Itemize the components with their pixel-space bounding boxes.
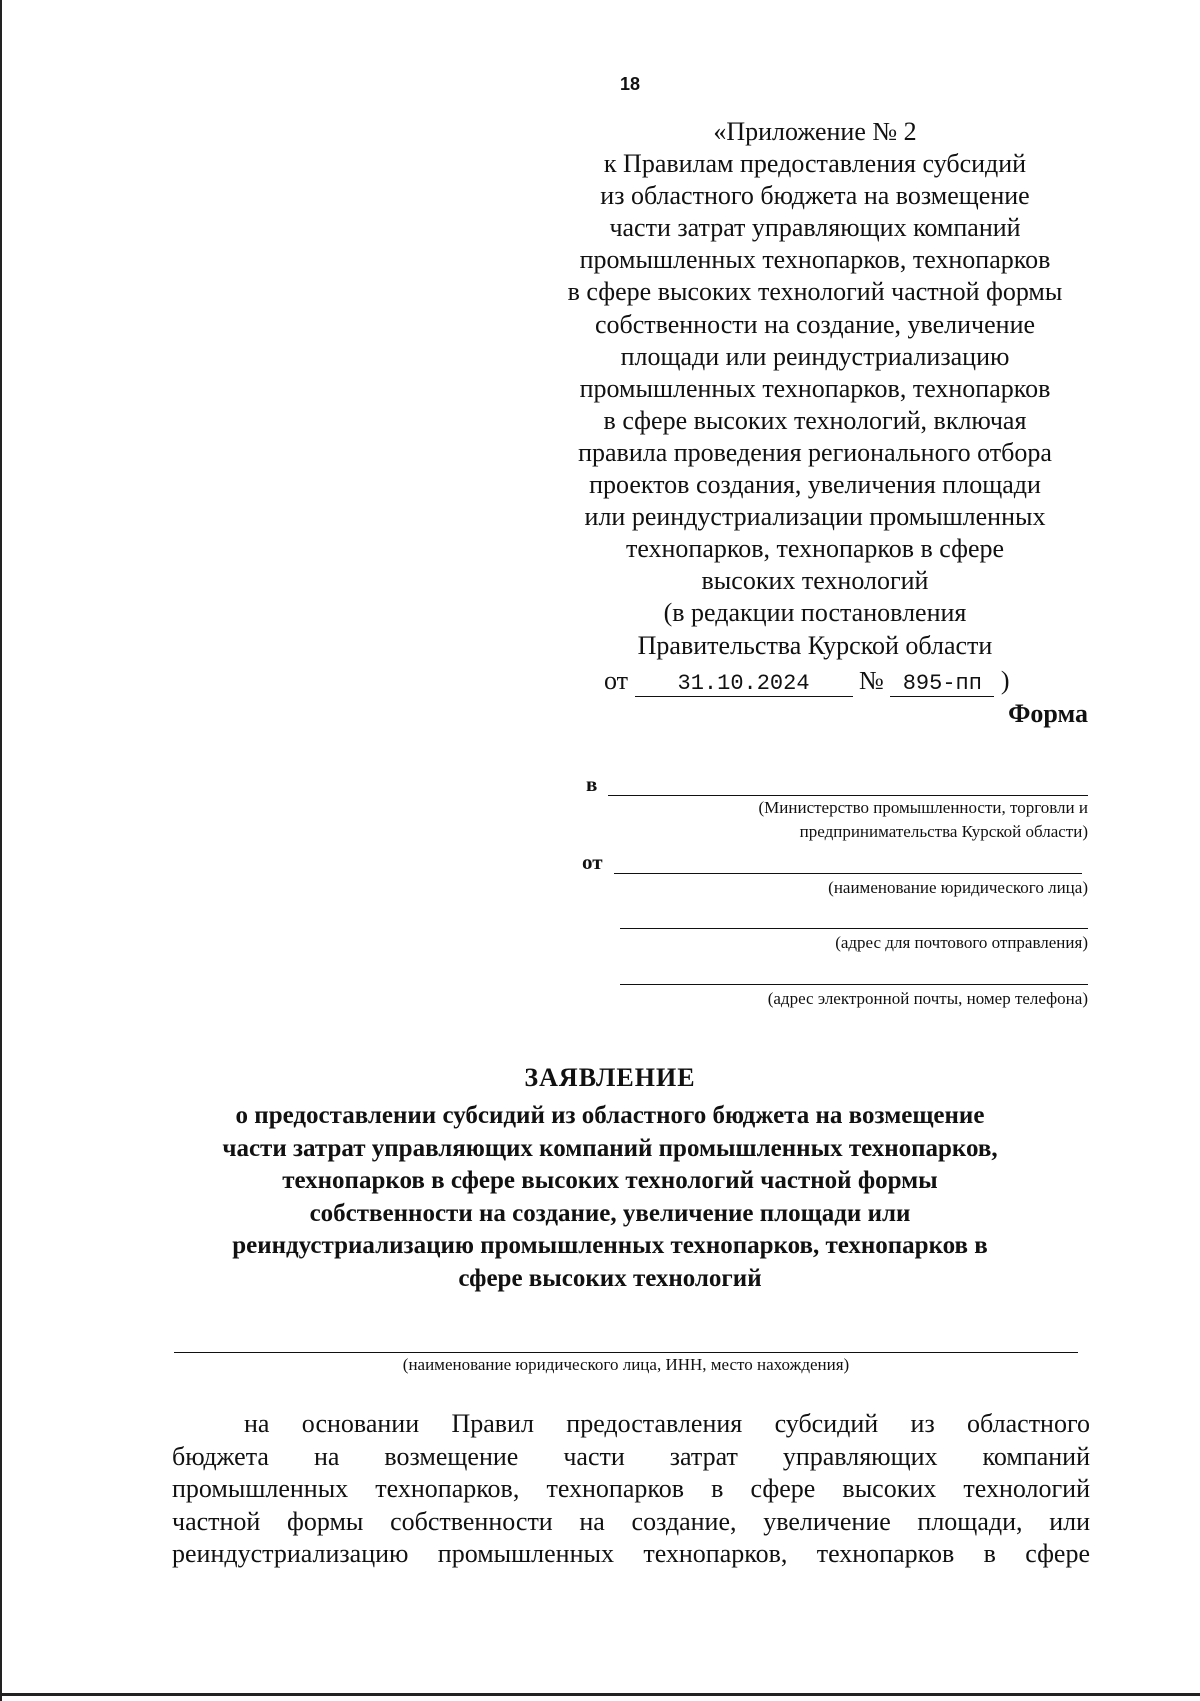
appendix-line: проектов создания, увеличения площади xyxy=(589,470,1041,500)
body-line: на основании Правил предоставления субсидий из областного xyxy=(244,1409,1090,1438)
scan-border-bottom xyxy=(0,1693,1200,1696)
application-title: ЗАЯВЛЕНИЕ xyxy=(524,1063,696,1092)
appendix-line: в сфере высоких технологий, включая xyxy=(603,405,1027,435)
edition-number-label: № xyxy=(859,666,884,695)
edition-reference xyxy=(604,666,1010,697)
edition-close-paren: ) xyxy=(1000,666,1010,695)
entity-caption: (наименование юридического лица, ИНН, место нахождения) xyxy=(402,1355,850,1374)
appendix-line: в сфере высоких технологий частной формы xyxy=(567,277,1063,307)
appendix-line: из областного бюджета на возмещение xyxy=(600,181,1030,211)
appendix-header xyxy=(540,116,1090,662)
appendix-line: «Приложение № 2 xyxy=(713,117,917,146)
body-line: реиндустриализацию промышленных технопарков, технопарков в сфере xyxy=(172,1539,1090,1569)
body-line: бюджета на возмещение части затрат управляющих компаний xyxy=(172,1441,1090,1471)
postal-address-caption: (адрес для почтового отправления) xyxy=(835,933,1088,952)
from-label: от xyxy=(582,850,603,874)
appendix-line: части затрат управляющих компаний xyxy=(609,213,1021,243)
edition-from-label: от xyxy=(604,666,629,695)
appendix-line: или реиндустриализации промышленных xyxy=(584,502,1046,532)
subtitle-line: технопарков в сфере высоких технологий частной формы xyxy=(282,1167,938,1195)
to-caption-line: (Министерство промышленности, торговли и xyxy=(758,798,1088,817)
page-number: 18 xyxy=(619,74,641,94)
appendix-line: Правительства Курской области xyxy=(637,630,993,660)
appendix-line: к Правилам предоставления субсидий xyxy=(603,149,1027,179)
application-subtitle xyxy=(150,1100,1070,1296)
contact-field-line[interactable] xyxy=(620,984,1088,985)
appendix-line: высоких технологий xyxy=(701,566,929,596)
to-caption-line: предпринимательства Курской области) xyxy=(799,822,1088,841)
edition-date: 31.10.2024 xyxy=(635,671,853,697)
contact-caption: (адрес электронной почты, номер телефона) xyxy=(767,989,1088,1008)
appendix-line: технопарков, технопарков в сфере xyxy=(625,534,1005,564)
body-line: частной формы собственности на создание, увеличение площади, или xyxy=(172,1506,1090,1536)
form-label: Форма xyxy=(1008,699,1088,728)
appendix-line: (в редакции постановления xyxy=(663,598,967,628)
appendix-line: промышленных технопарков, технопарков xyxy=(579,373,1051,403)
subtitle-line: сфере высоких технологий xyxy=(458,1264,762,1292)
subtitle-line: о предоставлении субсидий из областного бюджета на возмещение xyxy=(235,1102,985,1129)
scan-border-left xyxy=(0,0,2,1701)
body-paragraph xyxy=(172,1408,1090,1571)
edition-number: 895-пп xyxy=(890,671,994,697)
body-line: промышленных технопарков, технопарков в сфере высоких технологий xyxy=(172,1474,1090,1504)
appendix-line: промышленных технопарков, технопарков xyxy=(579,245,1051,275)
subtitle-line: части затрат управляющих компаний промышленных технопарков, xyxy=(222,1134,998,1162)
from-field-line[interactable] xyxy=(614,873,1082,874)
to-caption xyxy=(759,796,1088,844)
appendix-line: правила проведения регионального отбора xyxy=(578,437,1052,467)
to-label: в xyxy=(586,772,598,796)
appendix-line: площади или реиндустриализацию xyxy=(620,341,1010,371)
postal-address-field-line[interactable] xyxy=(620,928,1088,929)
entity-field-line[interactable] xyxy=(174,1352,1078,1353)
subtitle-line: собственности на создание, увеличение площади или xyxy=(309,1199,911,1227)
subtitle-line: реиндустриализацию промышленных технопарков, технопарков в xyxy=(232,1232,988,1260)
from-caption: (наименование юридического лица) xyxy=(828,878,1088,897)
appendix-line: собственности на создание, увеличение xyxy=(594,309,1036,339)
